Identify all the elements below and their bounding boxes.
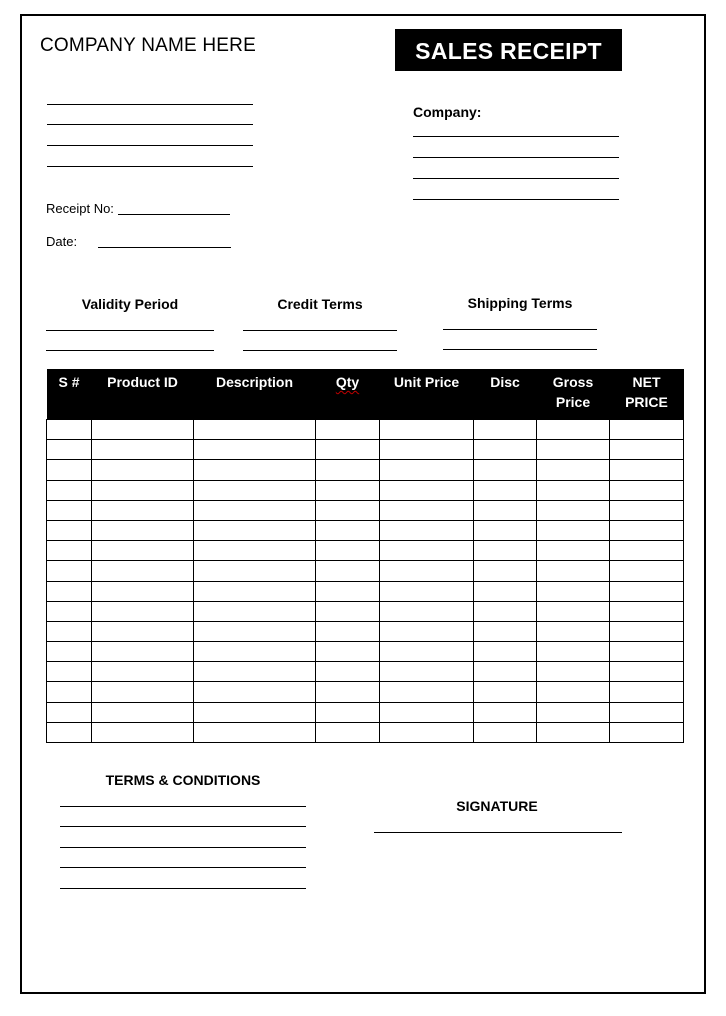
table-cell[interactable] [380,662,474,682]
table-cell[interactable] [474,642,537,662]
table-cell[interactable] [610,722,684,742]
table-cell[interactable] [316,541,380,561]
table-cell[interactable] [194,702,316,722]
table-cell[interactable] [610,581,684,601]
table-cell[interactable] [474,541,537,561]
table-cell[interactable] [537,682,610,702]
table-cell[interactable] [194,480,316,500]
table-cell[interactable] [194,581,316,601]
table-cell[interactable] [380,702,474,722]
date-label: Date: [46,234,78,249]
table-cell[interactable] [316,581,380,601]
validity-line-1[interactable] [46,330,214,331]
table-cell[interactable] [380,520,474,540]
table-row [47,662,684,682]
company-line-3[interactable] [413,178,619,179]
table-cell[interactable] [47,722,92,742]
table-row [47,682,684,702]
table-cell[interactable] [537,480,610,500]
shipping-line-2[interactable] [443,349,597,350]
table-cell[interactable] [316,420,380,440]
table-cell[interactable] [194,662,316,682]
col-header-qty-text: Qty [335,374,360,390]
table-cell[interactable] [194,500,316,520]
table-cell[interactable] [92,500,194,520]
address-line-1[interactable] [47,104,253,105]
table-cell[interactable] [474,500,537,520]
table-cell[interactable] [537,460,610,480]
table-cell[interactable] [380,480,474,500]
table-cell[interactable] [316,702,380,722]
table-cell[interactable] [537,520,610,540]
table-row [47,500,684,520]
table-cell[interactable] [92,722,194,742]
terms-line-1[interactable] [60,806,306,807]
table-cell[interactable] [610,682,684,702]
credit-line-1[interactable] [243,330,397,331]
receipt-no-label: Receipt No: [46,201,114,216]
table-cell[interactable] [474,460,537,480]
table-cell[interactable] [316,662,380,682]
table-cell[interactable] [474,682,537,702]
table-cell[interactable] [537,420,610,440]
table-cell[interactable] [474,662,537,682]
address-line-3[interactable] [47,145,253,146]
table-cell[interactable] [316,601,380,621]
terms-line-5[interactable] [60,888,306,889]
table-cell[interactable] [316,480,380,500]
table-cell[interactable] [92,420,194,440]
table-cell[interactable] [47,500,92,520]
table-cell[interactable] [92,561,194,581]
table-cell[interactable] [380,722,474,742]
table-cell[interactable] [537,561,610,581]
table-cell[interactable] [537,621,610,641]
table-cell[interactable] [610,541,684,561]
table-cell[interactable] [610,420,684,440]
table-cell[interactable] [474,621,537,641]
table-cell[interactable] [316,561,380,581]
table-cell[interactable] [610,642,684,662]
table-cell[interactable] [92,662,194,682]
table-cell[interactable] [47,460,92,480]
table-cell[interactable] [610,500,684,520]
col-header-unit-price: Unit Price [380,369,474,420]
table-cell[interactable] [92,682,194,702]
table-cell[interactable] [316,520,380,540]
address-line-2[interactable] [47,124,253,125]
shipping-terms-label: Shipping Terms [467,295,573,311]
table-cell[interactable] [380,541,474,561]
table-cell[interactable] [474,601,537,621]
table-row [47,480,684,500]
table-cell[interactable] [474,440,537,460]
table-cell[interactable] [474,722,537,742]
table-cell[interactable] [380,440,474,460]
table-cell[interactable] [194,601,316,621]
col-header-serial: S # [47,369,92,420]
table-cell[interactable] [92,621,194,641]
receipt-title: SALES RECEIPT [395,29,622,71]
terms-line-4[interactable] [60,867,306,868]
table-cell[interactable] [47,480,92,500]
table-cell[interactable] [474,702,537,722]
table-cell[interactable] [610,601,684,621]
table-cell[interactable] [194,420,316,440]
table-cell[interactable] [92,480,194,500]
table-cell[interactable] [537,500,610,520]
table-row [47,621,684,641]
table-cell[interactable] [316,682,380,702]
table-cell[interactable] [537,642,610,662]
table-cell[interactable] [610,440,684,460]
table-cell[interactable] [47,561,92,581]
table-cell[interactable] [474,480,537,500]
table-cell[interactable] [316,642,380,662]
table-cell[interactable] [316,621,380,641]
table-cell[interactable] [380,621,474,641]
table-cell[interactable] [474,581,537,601]
col-header-product-id: Product ID [92,369,194,420]
table-cell[interactable] [92,581,194,601]
credit-terms-label: Credit Terms [277,296,363,312]
table-cell[interactable] [537,581,610,601]
table-cell[interactable] [610,662,684,682]
table-cell[interactable] [380,420,474,440]
validity-period-label: Validity Period [81,296,179,312]
company-label: Company: [413,104,482,120]
table-row [47,561,684,581]
col-header-disc: Disc [474,369,537,420]
table-cell[interactable] [92,541,194,561]
table-cell[interactable] [380,581,474,601]
table-cell[interactable] [610,702,684,722]
table-cell[interactable] [474,561,537,581]
table-cell[interactable] [47,440,92,460]
table-cell[interactable] [380,561,474,581]
table-cell[interactable] [610,621,684,641]
table-cell[interactable] [537,662,610,682]
table-cell[interactable] [92,440,194,460]
table-cell[interactable] [537,541,610,561]
table-cell[interactable] [537,440,610,460]
table-cell[interactable] [474,520,537,540]
table-cell[interactable] [92,460,194,480]
table-cell[interactable] [47,702,92,722]
table-cell[interactable] [537,601,610,621]
table-cell[interactable] [474,420,537,440]
table-cell[interactable] [610,480,684,500]
table-cell[interactable] [194,440,316,460]
table-cell[interactable] [316,440,380,460]
table-header-row [47,369,684,420]
table-cell[interactable] [537,702,610,722]
date-field[interactable] [98,247,231,248]
company-line-1[interactable] [413,136,619,137]
table-cell[interactable] [194,561,316,581]
terms-conditions-label: TERMS & CONDITIONS [105,772,261,788]
table-cell[interactable] [47,420,92,440]
terms-line-2[interactable] [60,826,306,827]
table-cell[interactable] [47,601,92,621]
table-cell[interactable] [537,722,610,742]
table-cell[interactable] [316,500,380,520]
table-cell[interactable] [194,642,316,662]
col-header-gross-price: Gross Price [537,369,610,420]
table-row [47,460,684,480]
table-cell[interactable] [316,460,380,480]
signature-line[interactable] [374,832,622,833]
company-name: COMPANY NAME HERE [40,35,256,56]
table-row [47,440,684,460]
company-line-2[interactable] [413,157,619,158]
signature-label: SIGNATURE [456,798,538,814]
table-row [47,642,684,662]
receipt-no-field[interactable] [118,214,230,215]
table-cell[interactable] [380,682,474,702]
table-cell[interactable] [92,702,194,722]
table-cell[interactable] [194,460,316,480]
table-cell[interactable] [194,520,316,540]
table-row [47,420,684,440]
col-header-qty [316,369,380,420]
table-cell[interactable] [92,642,194,662]
table-row [47,601,684,621]
table-row [47,722,684,742]
address-line-4[interactable] [47,166,253,167]
table-cell[interactable] [380,601,474,621]
table-row [47,581,684,601]
table-cell[interactable] [92,601,194,621]
table-cell[interactable] [380,460,474,480]
table-cell[interactable] [194,682,316,702]
table-cell[interactable] [610,520,684,540]
table-row [47,541,684,561]
table-cell[interactable] [194,621,316,641]
table-cell[interactable] [194,722,316,742]
terms-line-3[interactable] [60,847,306,848]
table-cell[interactable] [610,460,684,480]
items-table [46,369,684,743]
table-cell[interactable] [47,662,92,682]
col-header-description: Description [194,369,316,420]
table-row [47,702,684,722]
table-cell[interactable] [92,520,194,540]
table-row [47,520,684,540]
table-cell[interactable] [47,520,92,540]
table-cell[interactable] [47,581,92,601]
table-cell[interactable] [47,682,92,702]
table-cell[interactable] [194,541,316,561]
table-cell[interactable] [610,561,684,581]
company-line-4[interactable] [413,199,619,200]
credit-line-2[interactable] [243,350,397,351]
col-header-net-price: NET PRICE [610,369,684,420]
table-cell[interactable] [47,621,92,641]
table-cell[interactable] [380,500,474,520]
table-cell[interactable] [47,541,92,561]
shipping-line-1[interactable] [443,329,597,330]
table-cell[interactable] [316,722,380,742]
table-cell[interactable] [47,642,92,662]
validity-line-2[interactable] [46,350,214,351]
table-cell[interactable] [380,642,474,662]
